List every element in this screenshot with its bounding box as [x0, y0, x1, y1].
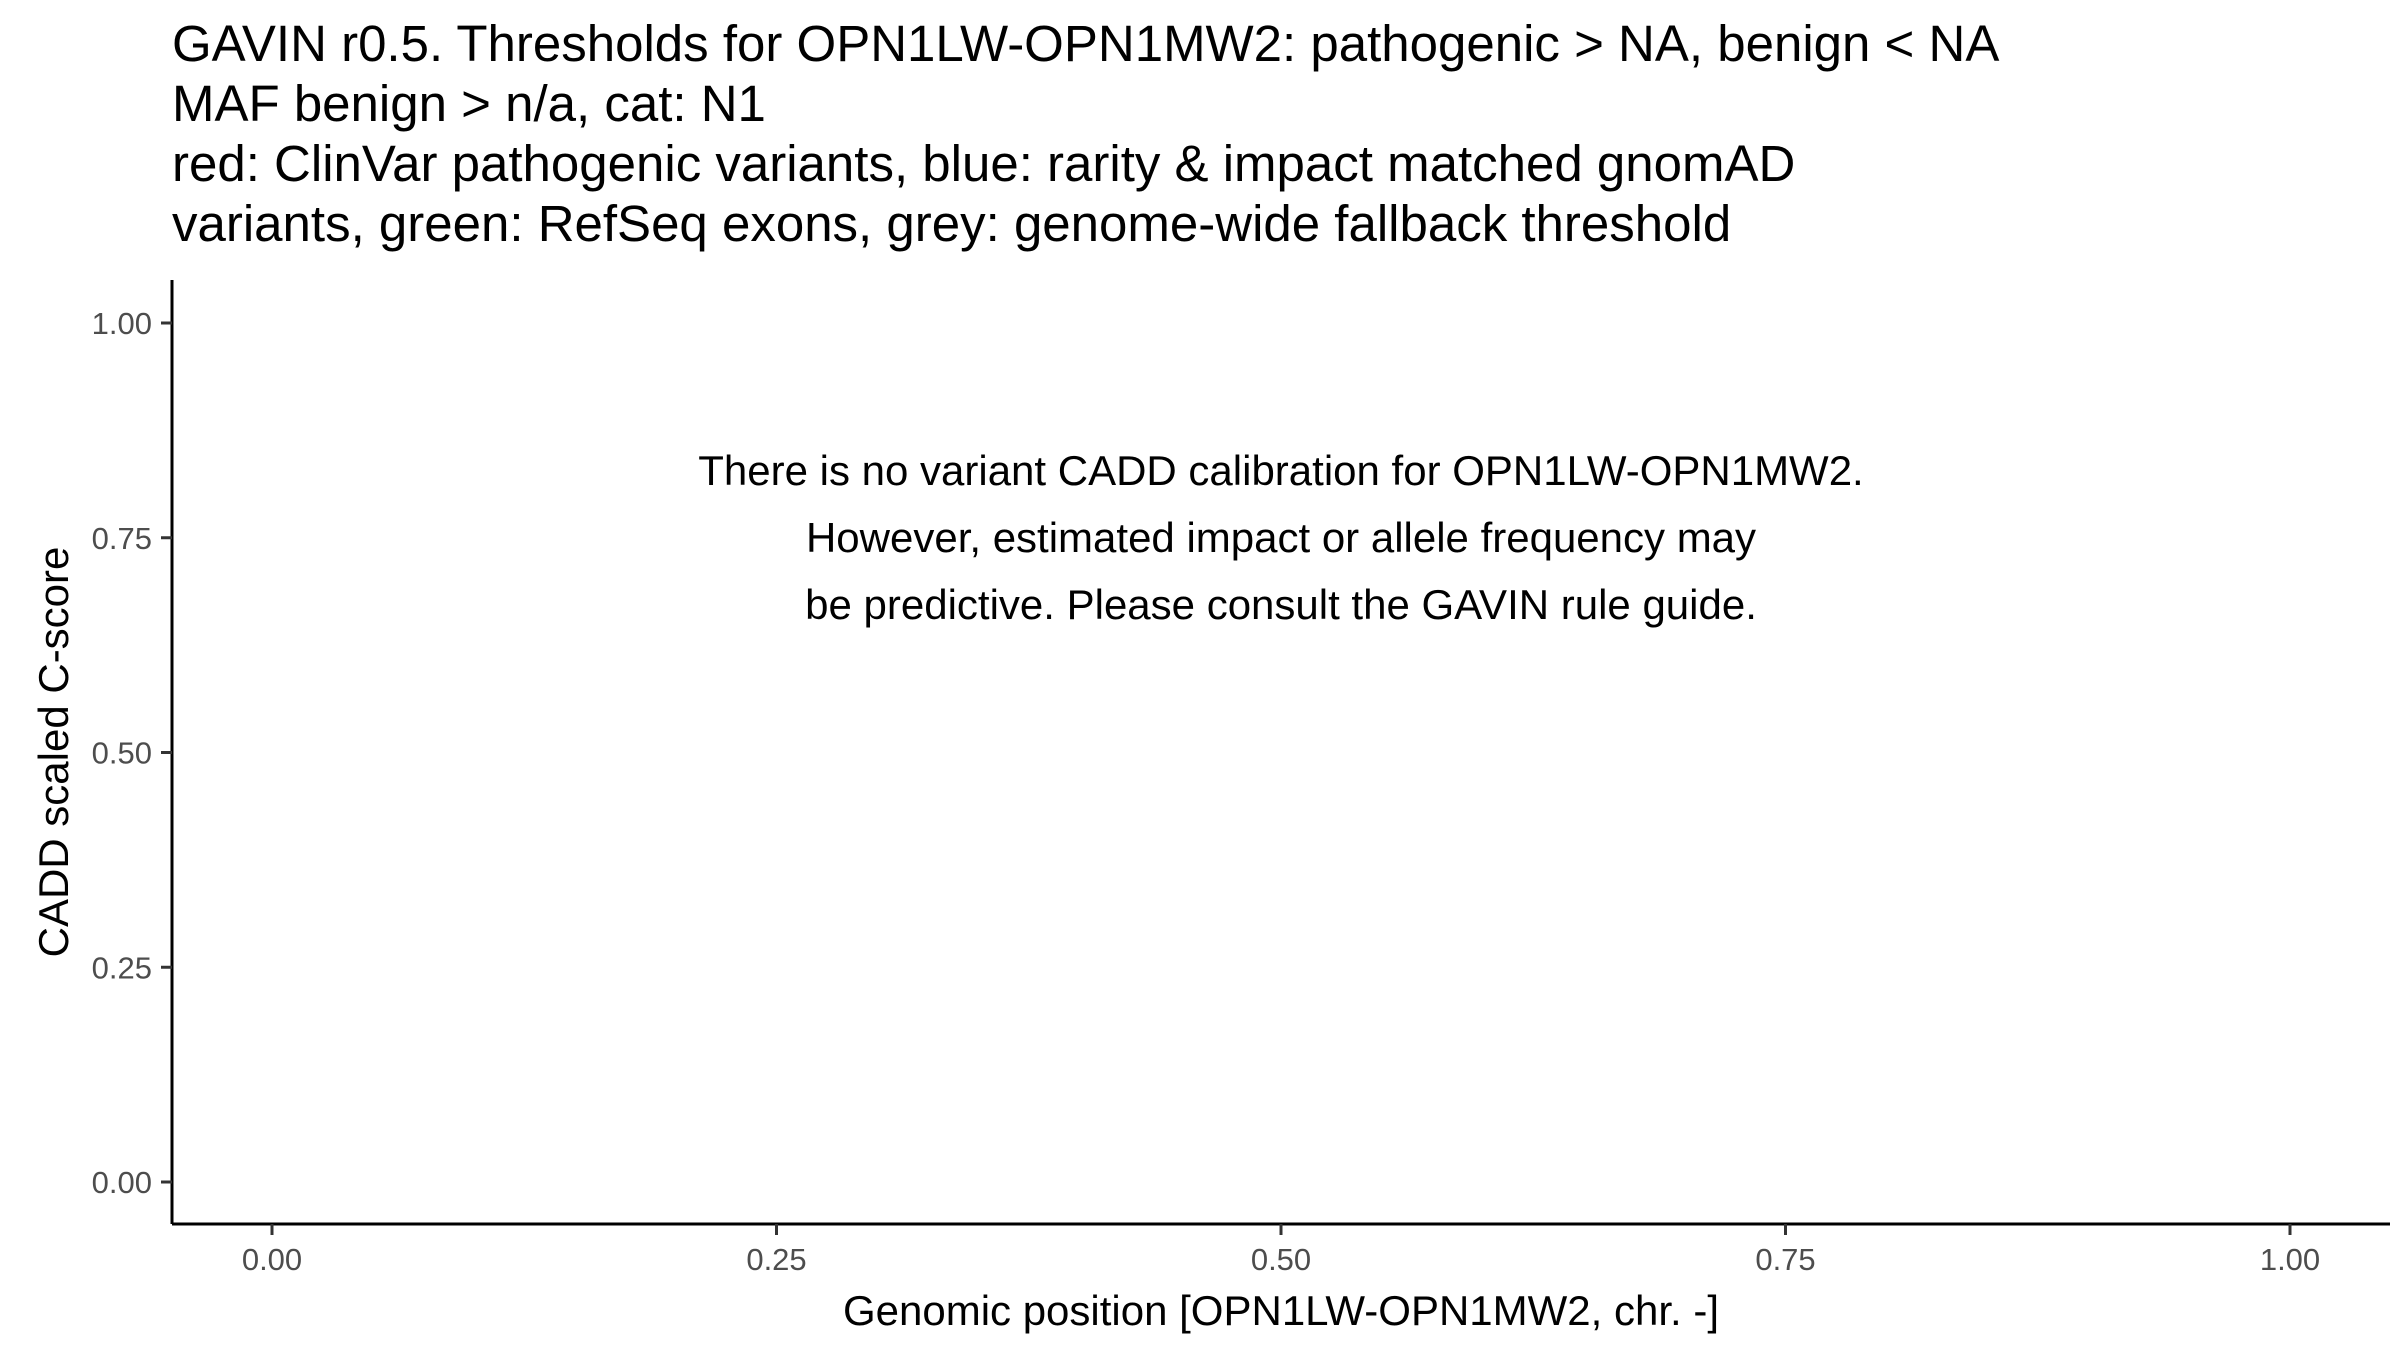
title-line-3: red: ClinVar pathogenic variants, blue: rarity & impact matched gnomAD — [172, 135, 1796, 192]
y-axis-title: CADD scaled C-score — [30, 546, 77, 958]
x-axis-title: Genomic position [OPN1LW-OPN1MW2, chr. -] — [842, 1287, 1720, 1334]
y-tick-label: 0.00 — [91, 1165, 152, 1200]
x-tick-label: 0.00 — [241, 1242, 303, 1277]
x-tick-label: 1.00 — [2259, 1242, 2321, 1277]
annotation-line: There is no variant CADD calibration for OPN1LW-OPN1MW2. — [698, 446, 1864, 494]
y-tick-label: 0.75 — [91, 520, 152, 556]
title-line-2: MAF benign > n/a, cat: N1 — [172, 75, 766, 132]
y-axis — [92, 280, 172, 1224]
title-line-1: GAVIN r0.5. Thresholds for OPN1LW-OPN1MW2: pathogenic > NA, benign < NA — [172, 15, 2000, 72]
annotation — [698, 447, 1863, 628]
x-axis — [172, 1224, 2390, 1277]
y-tick-label: 0.50 — [91, 735, 152, 771]
annotation-line: be predictive. Please consult the GAVIN rule guide. — [805, 580, 1757, 628]
annotation-line: However, estimated impact or allele frequency may — [805, 513, 1757, 561]
x-tick-label: 0.25 — [746, 1242, 807, 1277]
x-tick-label: 0.75 — [1755, 1242, 1816, 1277]
y-tick-label: 0.25 — [91, 950, 152, 986]
x-tick-label: 0.50 — [1250, 1242, 1312, 1277]
y-tick-label: 1.00 — [91, 306, 152, 341]
title-line-4: variants, green: RefSeq exons, grey: genome-wide fallback threshold — [172, 195, 1732, 252]
